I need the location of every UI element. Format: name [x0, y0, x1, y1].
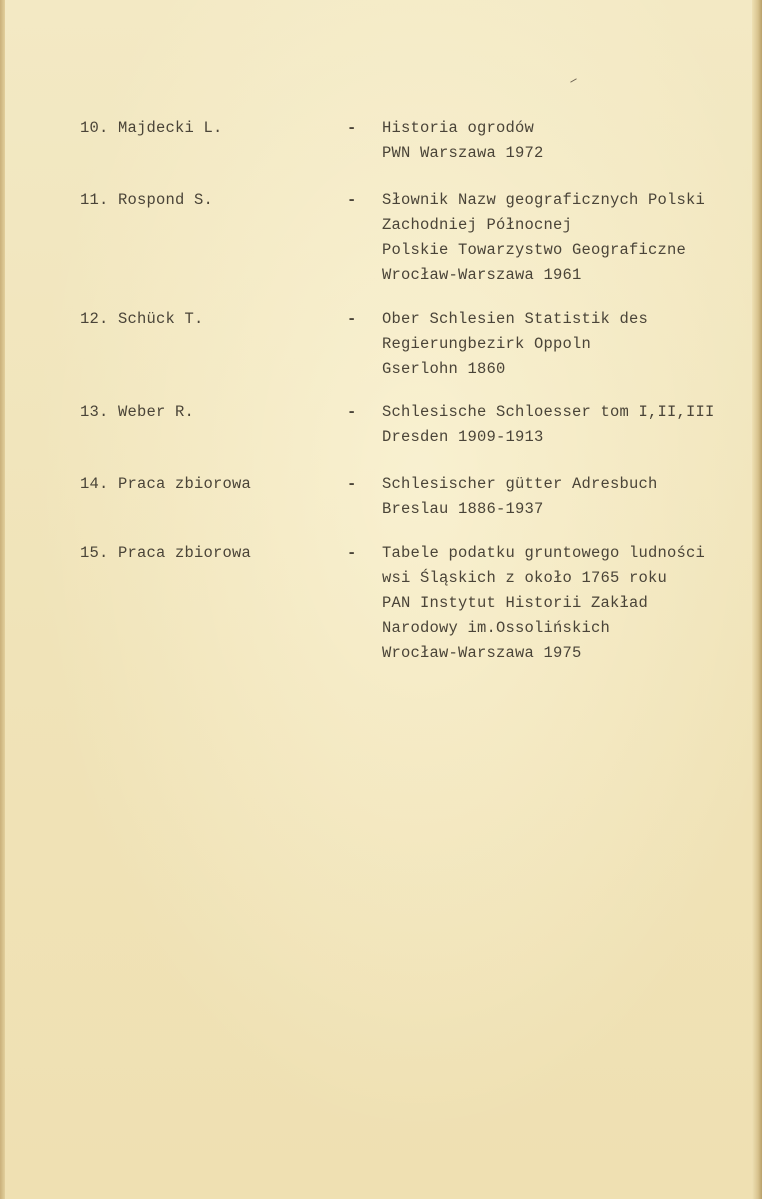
- pencil-mark: [570, 78, 577, 82]
- page-left-edge: [0, 0, 5, 1199]
- entry-author: Majdecki L.: [118, 119, 223, 137]
- entry-line: Schlesische Schloesser tom I,II,III: [382, 403, 715, 421]
- entry-number-author: [80, 116, 223, 141]
- entry-dash: -: [347, 310, 357, 328]
- entry-dash: -: [347, 403, 357, 421]
- entry-dash: -: [347, 119, 357, 137]
- entry-dash: -: [347, 191, 357, 209]
- entry-line: PWN Warszawa 1972: [382, 144, 544, 162]
- entry-number: 13.: [80, 403, 109, 421]
- entry-description: [382, 188, 705, 288]
- entry-description: [382, 400, 715, 450]
- entry-dash: -: [347, 544, 357, 562]
- entry-author: Rospond S.: [118, 191, 214, 209]
- entry-number-author: [80, 400, 194, 425]
- entry-line: Breslau 1886-1937: [382, 500, 544, 518]
- entry-line: Wrocław-Warszawa 1961: [382, 266, 582, 284]
- entry-number-author: [80, 188, 213, 213]
- entry-number: 12.: [80, 310, 109, 328]
- entry-number-author: [80, 307, 204, 332]
- entry-line: Ober Schlesien Statistik des: [382, 310, 649, 328]
- entry-line: Polskie Towarzystwo Geograficzne: [382, 241, 687, 259]
- entry-number: 11.: [80, 191, 109, 209]
- entry-line: Schlesischer gütter Adresbuch: [382, 475, 658, 493]
- entry-line: wsi Śląskich z około 1765 roku: [382, 569, 668, 587]
- entry-line: Dresden 1909-1913: [382, 428, 544, 446]
- entry-description: [382, 541, 705, 666]
- entry-line: PAN Instytut Historii Zakład: [382, 594, 649, 612]
- entry-author: Praca zbiorowa: [118, 544, 252, 562]
- entry-description: [382, 307, 648, 382]
- entry-author: Praca zbiorowa: [118, 475, 252, 493]
- entry-dash: -: [347, 475, 357, 493]
- entry-line: Regierungbezirk Oppoln: [382, 335, 592, 353]
- entry-line: Tabele podatku gruntowego ludności: [382, 544, 706, 562]
- entry-line: Historia ogrodów: [382, 119, 535, 137]
- entry-number-author: [80, 541, 251, 566]
- entry-line: Wrocław-Warszawa 1975: [382, 644, 582, 662]
- entry-line: Gserlohn 1860: [382, 360, 506, 378]
- entry-number: 14.: [80, 475, 109, 493]
- entry-author: Schück T.: [118, 310, 204, 328]
- entry-author: Weber R.: [118, 403, 195, 421]
- page-right-edge: [752, 0, 762, 1199]
- entry-line: Narodowy im.Ossolińskich: [382, 619, 611, 637]
- entry-line: Słownik Nazw geograficznych Polski: [382, 191, 706, 209]
- entry-line: Zachodniej Północnej: [382, 216, 573, 234]
- entry-number-author: [80, 472, 251, 497]
- entry-number: 15.: [80, 544, 109, 562]
- entry-description: [382, 472, 658, 522]
- entry-description: [382, 116, 544, 166]
- entry-number: 10.: [80, 119, 109, 137]
